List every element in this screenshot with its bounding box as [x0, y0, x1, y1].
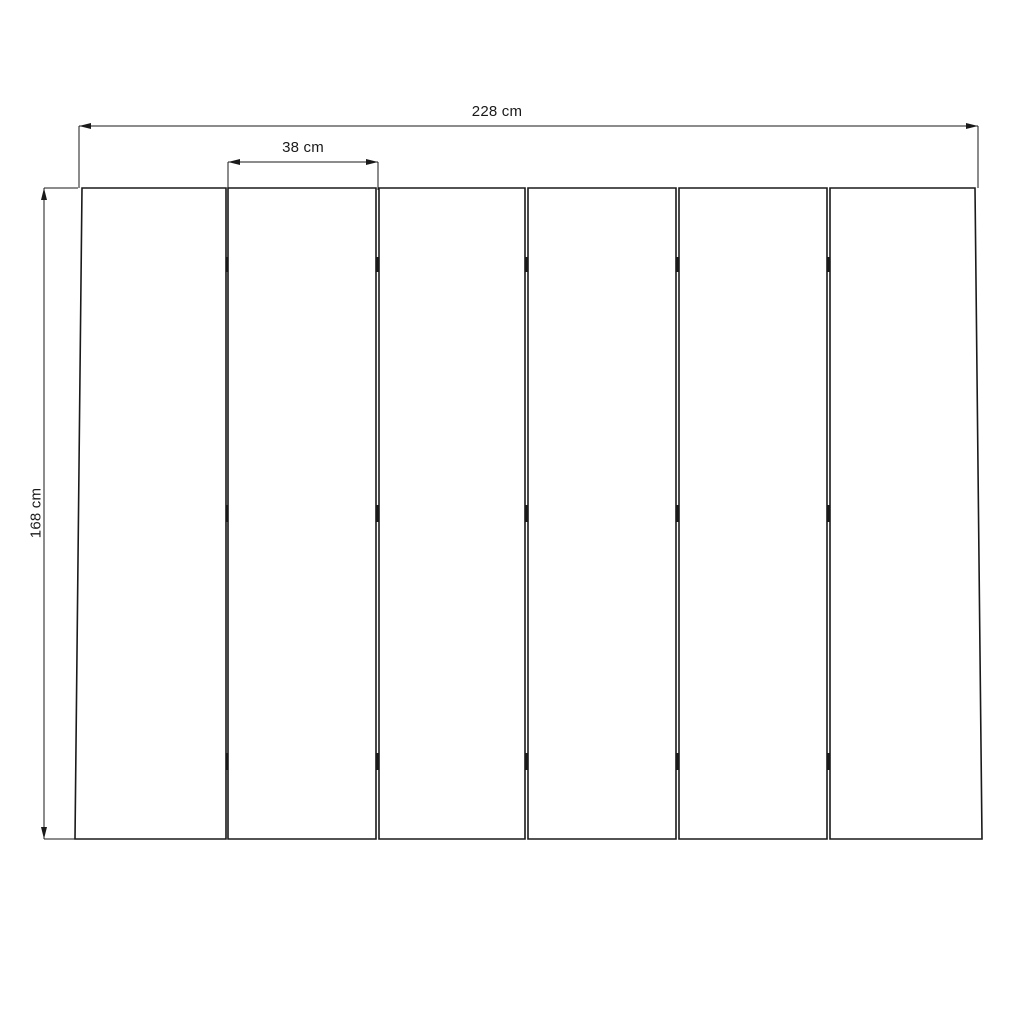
panel-width-arrow-right-icon [366, 159, 378, 165]
panel-4[interactable] [528, 188, 676, 839]
overall-width-dimension [79, 123, 978, 188]
overall-width-label: 228 cm [471, 103, 523, 120]
panel-2[interactable] [228, 188, 376, 839]
panel-width-dimension [228, 159, 378, 190]
panel-1[interactable] [75, 188, 226, 839]
overall-height-label: 168 cm [27, 487, 45, 539]
height-arrow-bottom-icon [41, 827, 47, 839]
width-arrow-left-icon [79, 123, 91, 129]
panel-width-arrow-left-icon [228, 159, 240, 165]
panel-width-label: 38 cm [282, 139, 324, 156]
height-arrow-top-icon [41, 188, 47, 200]
overall-height-dimension [41, 188, 78, 839]
width-arrow-right-icon [966, 123, 978, 129]
panel-3[interactable] [379, 188, 525, 839]
panel-5[interactable] [679, 188, 827, 839]
panel-group [75, 188, 982, 839]
panel-6[interactable] [830, 188, 982, 839]
